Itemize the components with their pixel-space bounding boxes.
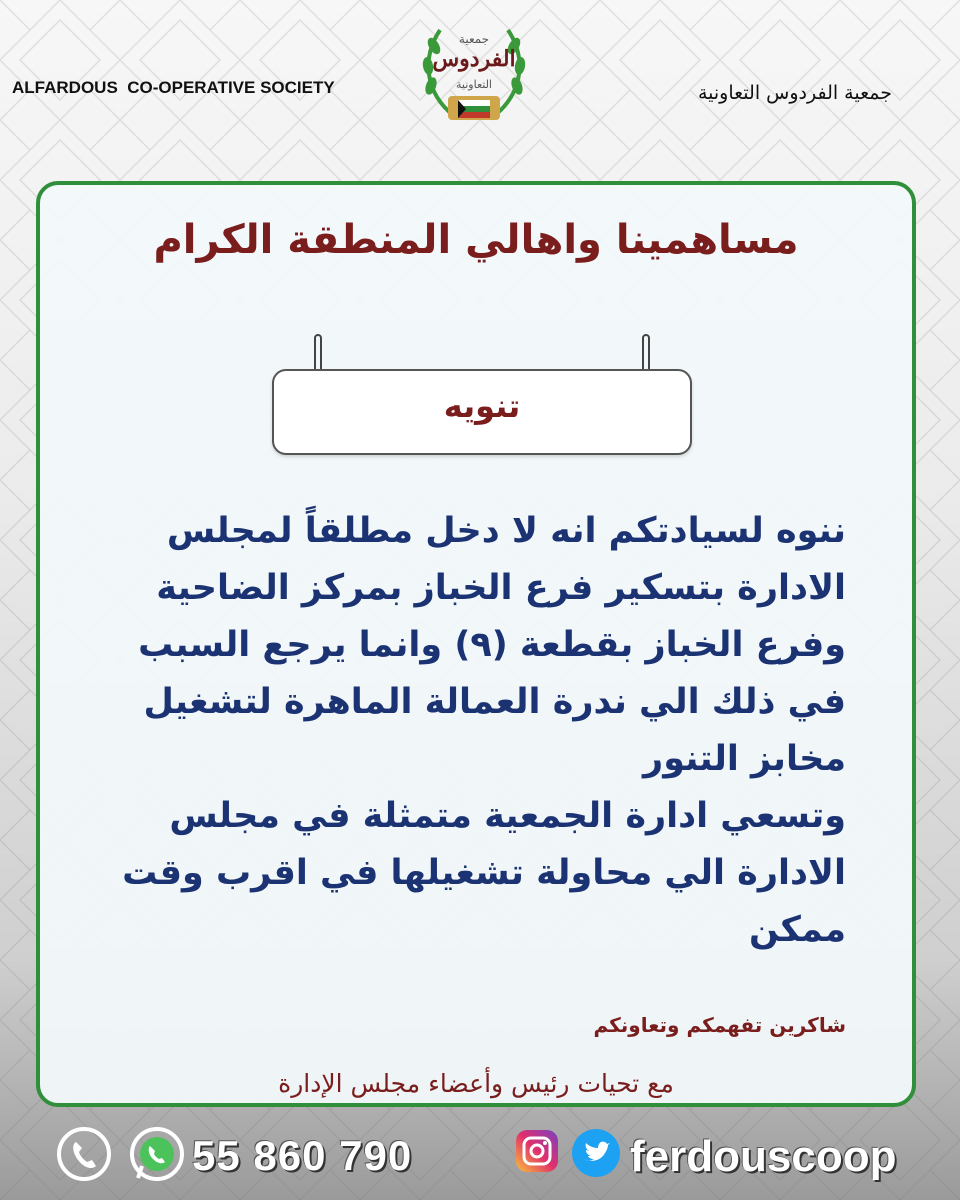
body-line: ننوه لسيادتكم انه لا دخل مطلقاً لمجلس bbox=[166, 511, 846, 551]
org-name-arabic: جمعية الفردوس التعاونية bbox=[697, 82, 892, 104]
sign-label: تنويه bbox=[443, 387, 521, 425]
body-line: في ذلك الي ندرة العمالة الماهرة لتشغيل bbox=[143, 682, 846, 722]
body-line: وفرع الخباز بقطعة (٩) وانما يرجع السبب bbox=[138, 625, 846, 665]
hanging-sign bbox=[272, 333, 696, 463]
footer bbox=[0, 1126, 960, 1192]
whatsapp-icon[interactable] bbox=[128, 1126, 186, 1184]
signature-line: مع تحيات رئيس وأعضاء مجلس الإدارة bbox=[278, 1069, 674, 1098]
body-line: وتسعي ادارة الجمعية متمثلة في مجلس bbox=[169, 796, 846, 836]
org-name-english: ALFARDOUS CO-OPERATIVE SOCIETY bbox=[12, 78, 335, 97]
notice-card bbox=[36, 181, 916, 1107]
sign-board bbox=[272, 369, 692, 455]
phone-number[interactable]: 55 860 790 bbox=[192, 1132, 413, 1179]
logo-word-1: جمعية bbox=[458, 32, 490, 46]
twitter-icon[interactable] bbox=[570, 1126, 622, 1178]
coop-logo bbox=[418, 12, 530, 134]
thanks-line: شاكرين تفهمكم وتعاونكم bbox=[593, 1013, 846, 1037]
phone-icon bbox=[56, 1126, 112, 1182]
notice-body bbox=[86, 503, 846, 959]
body-line: ممكن bbox=[749, 910, 846, 950]
laurel-wreath-icon bbox=[418, 12, 530, 134]
body-line: مخابز التنور bbox=[643, 739, 846, 779]
social-handle[interactable]: ferdouscoop bbox=[630, 1132, 897, 1181]
body-line: الادارة بتسكير فرع الخباز بمركز الضاحية bbox=[156, 568, 846, 608]
logo-word-2: الفردوس bbox=[432, 46, 516, 72]
notice-title: مساهمينا واهالي المنطقة الكرام bbox=[153, 217, 799, 263]
body-line: الادارة الي محاولة تشغيلها في اقرب وقت bbox=[122, 853, 846, 893]
logo-word-3: التعاونية bbox=[456, 78, 492, 91]
instagram-icon[interactable] bbox=[514, 1126, 562, 1174]
